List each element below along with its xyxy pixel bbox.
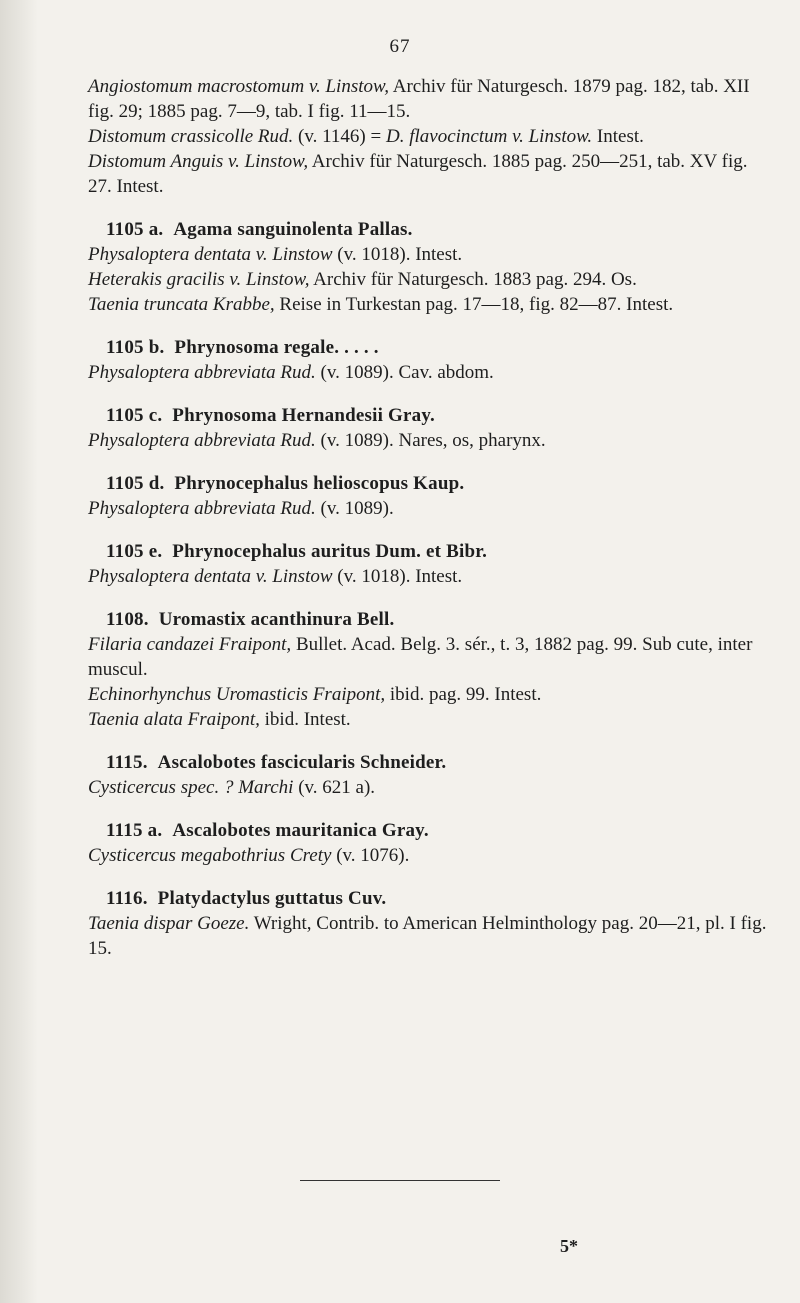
host-heading (88, 818, 768, 843)
reference-text: (v. 1146) = (293, 126, 386, 147)
reference-entry (88, 843, 768, 868)
host-name: Phrynosoma Hernandesii Gray. (172, 405, 435, 426)
taxon-name: Heterakis gracilis v. Linstow, (88, 269, 310, 290)
taxon-name: Taenia alata Fraipont, (88, 709, 260, 730)
reference-text: Archiv für Naturgesch. 1879 pag. 182, tab. XII fig. 29; 1885 pag. 7—9, tab. I fig. 11—15. (88, 76, 750, 122)
host-heading (88, 886, 768, 911)
reference-text: (v. 1089). (315, 498, 394, 519)
host-heading (88, 539, 768, 564)
taxon-name: Distomum crassicolle Rud. (88, 126, 294, 147)
reference-text: (v. 1018). Intest. (332, 566, 463, 587)
reference-entry (88, 242, 768, 267)
reference-entry (88, 707, 768, 732)
host-number: 1105 c. (106, 405, 163, 426)
host-name: Uromastix acanthinura Bell. (158, 609, 395, 630)
host-name: Ascalobotes mauritanica Gray. (172, 820, 429, 841)
reference-entry (88, 911, 768, 961)
signature-mark: 5* (560, 1236, 578, 1256)
taxon-name: Taenia dispar Goeze. (88, 913, 250, 934)
reference-text: ibid. pag. 99. Intest. (385, 684, 542, 705)
taxon-name: Taenia truncata Krabbe, (88, 294, 275, 315)
host-number: 1105 e. (106, 541, 163, 562)
reference-text: Intest. (592, 126, 644, 147)
reference-entry (88, 149, 768, 199)
reference-text: Bullet. Acad. Belg. 3. sér., t. 3, 1882 pag. 99. Sub cute, inter muscul. (88, 634, 753, 680)
reference-entry (88, 775, 768, 800)
host-name: Phrynocephalus helioscopus Kaup. (174, 473, 465, 494)
reference-text: Reise in Turkestan pag. 17—18, fig. 82—87. Intest. (274, 294, 674, 315)
host-heading (88, 403, 768, 428)
host-heading (88, 607, 768, 632)
host-name: Agama sanguinolenta Pallas. (173, 219, 413, 240)
reference-entry (88, 564, 768, 589)
reference-entry (88, 682, 768, 707)
host-number: 1115. (106, 752, 148, 773)
reference-text: (v. 621 a). (293, 777, 376, 798)
taxon-name: Filaria candazei Fraipont, (88, 634, 292, 655)
host-name: Phrynocephalus auritus Dum. et Bibr. (172, 541, 488, 562)
taxon-name: Physaloptera abbreviata Rud. (88, 430, 316, 451)
host-number: 1116. (106, 888, 148, 909)
reference-entry (88, 632, 768, 682)
reference-text: ibid. Intest. (259, 709, 351, 730)
host-heading (88, 335, 768, 360)
reference-text: Wright, Contrib. to American Helminthology pag. 20—21, pl. I fig. 15. (88, 913, 767, 959)
reference-text: (v. 1018). Intest. (332, 244, 463, 265)
taxon-name: Distomum Anguis v. Linstow, (88, 151, 309, 172)
page-edge-shadow (0, 0, 38, 1303)
taxon-name: Cysticercus spec. ? Marchi (88, 777, 294, 798)
reference-text: (v. 1076). (331, 845, 410, 866)
taxon-name: Cysticercus megabothrius Crety (88, 845, 332, 866)
taxon-synonym: D. flavocinctum v. Linstow. (385, 126, 593, 147)
reference-entry (88, 267, 768, 292)
taxon-name: Physaloptera dentata v. Linstow (88, 244, 333, 265)
reference-entry (88, 292, 768, 317)
page-number: 67 (389, 36, 411, 57)
host-number: 1105 d. (106, 473, 165, 494)
taxon-name: Echinorhynchus Uromasticis Fraipont, (88, 684, 386, 705)
taxon-name: Physaloptera abbreviata Rud. (88, 362, 316, 383)
reference-entry (88, 428, 768, 453)
host-heading (88, 750, 768, 775)
host-number: 1105 a. (106, 219, 164, 240)
document-body (88, 74, 768, 961)
reference-text: (v. 1089). Nares, os, pharynx. (315, 430, 546, 451)
taxon-name: Physaloptera abbreviata Rud. (88, 498, 316, 519)
taxon-name: Angiostomum macrostomum v. Linstow, (88, 76, 390, 97)
host-name: Phrynosoma regale. . . . . (174, 337, 379, 358)
reference-text: Archiv für Naturgesch. 1885 pag. 250—251, tab. XV fig. 27. Intest. (88, 151, 748, 197)
reference-entry (88, 124, 768, 149)
reference-text: (v. 1089). Cav. abdom. (315, 362, 494, 383)
reference-entry (88, 74, 768, 124)
host-number: 1105 b. (106, 337, 165, 358)
host-name: Platydactylus guttatus Cuv. (157, 888, 387, 909)
footer-rule (300, 1180, 500, 1181)
taxon-name: Physaloptera dentata v. Linstow (88, 566, 333, 587)
host-number: 1108. (106, 609, 149, 630)
host-name: Ascalobotes fascicularis Schneider. (157, 752, 447, 773)
host-number: 1115 a. (106, 820, 163, 841)
reference-text: Archiv für Naturgesch. 1883 pag. 294. Os. (309, 269, 637, 290)
reference-entry (88, 496, 768, 521)
reference-entry (88, 360, 768, 385)
host-heading (88, 217, 768, 242)
host-heading (88, 471, 768, 496)
